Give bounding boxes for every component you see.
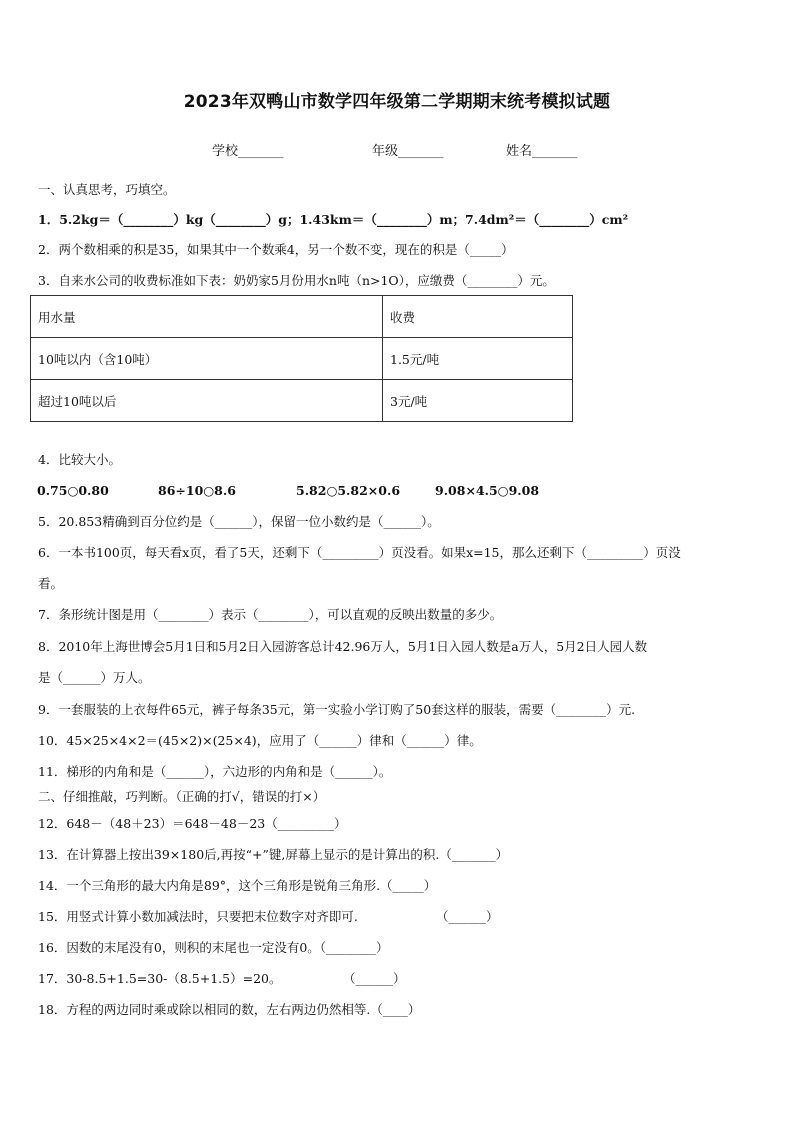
question-17: 17．30-8.5+1.5=30-（8.5+1.5）=20。: [38, 971, 282, 986]
question-13: 13．在计算器上按出39×180后,再按“+”键,屏幕上显示的是计算出的积.（_______）: [38, 847, 509, 862]
section-heading-true-false: 二、仔细推敲，巧判断。（正确的打√，错误的打×）: [38, 789, 326, 804]
question-7: 7．条形统计图是用（________）表示（________），可以直观的反映出数量的多少。: [38, 607, 503, 622]
compare-item: 9.08×4.5○9.08: [435, 483, 540, 498]
question-1: 1．5.2kg＝（________）kg（________）g；1.43km＝（________）m；7.4dm²＝（________）cm²: [38, 212, 629, 227]
section-heading-fill-blank: 一、认真思考，巧填空。: [38, 182, 176, 197]
table-cell: 1.5元/吨: [383, 338, 573, 380]
table-row: [31, 380, 573, 422]
compare-item: 86÷10○8.6: [158, 483, 236, 498]
question-14: 14．一个三角形的最大内角是89°，这个三角形是锐角三角形.（_____）: [38, 878, 437, 893]
question-9: 9．一套服装的上衣每件65元，裤子每条35元，第一实验小学订购了50套这样的服装，需要（________）元.: [38, 702, 636, 717]
question-2: 2．两个数相乘的积是35，如果其中一个数乘4，另一个数不变，现在的积是（_____）: [38, 242, 514, 257]
table-header-cell: 收费: [383, 296, 573, 338]
table-cell: 10吨以内（含10吨）: [31, 338, 383, 380]
question-6: 6．一本书100页，每天看x页，看了5天，还剩下（_________）页没看。如果x=15，那么还剩下（_________）页没: [38, 545, 681, 560]
page-title: 2023年双鸭山市数学四年级第二学期期末统考模拟试题: [183, 92, 611, 112]
question-11: 11．梯形的内角和是（______），六边形的内角和是（______）。: [38, 764, 392, 779]
name-field: 姓名_______: [506, 144, 578, 159]
table-row: [31, 296, 573, 338]
grade-field: 年级_______: [372, 144, 444, 159]
question-5: 5．20.853精确到百分位约是（______），保留一位小数约是（______）。: [38, 514, 440, 529]
table-cell: 3元/吨: [383, 380, 573, 422]
question-10: 10．45×25×4×2＝(45×2)×(25×4)，应用了（______）律和（______）律。: [38, 733, 482, 748]
question-16: 16．因数的末尾没有0，则积的末尾也一定没有0。（________）: [38, 940, 389, 955]
table-header-cell: 用水量: [31, 296, 383, 338]
answer-blank: （______）: [436, 909, 499, 924]
table-row: [31, 338, 573, 380]
question-12: 12．648－（48＋23）＝648－48－23（_________）: [38, 816, 347, 831]
answer-blank: （______）: [343, 971, 406, 986]
question-8-continued: 是（______）万人。: [38, 670, 151, 685]
question-6-continued: 看。: [38, 576, 64, 591]
school-field: 学校_______: [212, 144, 284, 159]
compare-item: 5.82○5.82×0.6: [296, 483, 401, 498]
compare-item: 0.75○0.80: [37, 483, 109, 498]
question-15: 15．用竖式计算小数加减法时，只要把末位数字对齐即可.: [38, 909, 358, 924]
question-18: 18．方程的两边同时乘或除以相同的数，左右两边仍然相等.（____）: [38, 1002, 421, 1017]
question-8: 8．2010年上海世博会5月1日和5月2日入园游客总计42.96万人，5月1日入园人数是a万人，5月2日人园人数: [38, 639, 648, 654]
water-fee-table: [30, 295, 573, 422]
question-4: 4．比较大小。: [38, 452, 121, 467]
table-cell: 超过10吨以后: [31, 380, 383, 422]
question-3: 3．自来水公司的收费标准如下表：奶奶家5月份用水n吨（n>1O），应缴费（________）元。: [38, 273, 555, 288]
